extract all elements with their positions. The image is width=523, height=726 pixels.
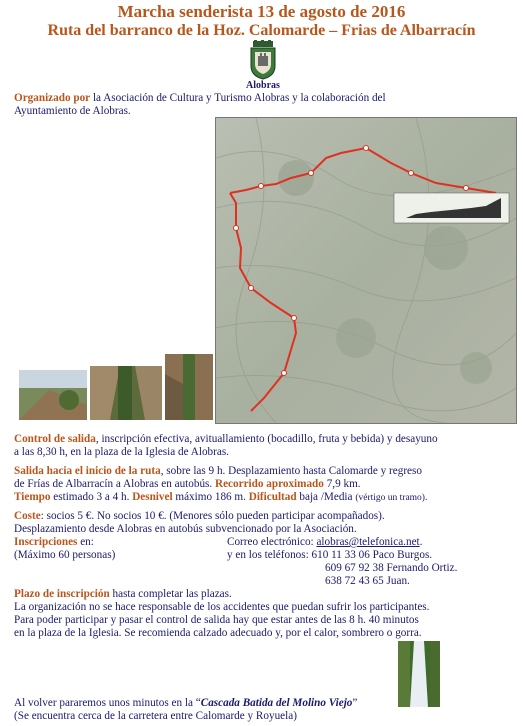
photo-gorge — [90, 366, 162, 420]
organized-text1: la Asociación de Cultura y Turismo Alobras y la colaboración del — [90, 92, 386, 104]
phones-intro: y en los teléfonos: — [227, 549, 312, 561]
logo-caption: Alobras — [246, 80, 280, 91]
phone-3: 638 72 43 65 Juan. — [325, 575, 410, 587]
footer-text1: Al volver pararemos unos minutos en la “ — [14, 697, 201, 709]
inscripciones-max: (Máximo 60 personas) — [14, 549, 116, 561]
salida-line1 — [14, 465, 422, 478]
control-line2: a las 8,30 h, en la plaza de la Iglesia de Alobras. — [14, 446, 229, 458]
desnivel-label: Desnivel — [132, 491, 173, 503]
tiempo-label: Tiempo — [14, 491, 51, 503]
footer-text1-end: ” — [352, 697, 358, 709]
plazo-text: hasta completar las plazas. — [109, 588, 232, 600]
organized-line1 — [14, 92, 386, 105]
coste-text1: : socios 5 €. No socios 10 €. (Menores sólo pueden participar acompañados). — [40, 510, 385, 522]
email-link[interactable]: alobras@telefonica.net — [316, 536, 420, 548]
salida-text2: de Frías de Albarracín a Alobras en autobús. — [14, 478, 216, 490]
desnivel-value: máximo 186 m. — [172, 491, 249, 503]
phones-line1 — [227, 549, 432, 562]
tiempo-text: estimado 3 a 4 h. — [50, 491, 133, 503]
recorrido-label: Recorrido aproximado — [215, 478, 324, 490]
page-subtitle: Ruta del barranco de la Hoz. Calomarde – Frias de Albarracín — [47, 22, 476, 39]
dificultad-value: baja /Media — [296, 491, 356, 503]
control-text1: , inscripción efectiva, avituallamiento (bocadillo, fruta y bebida) y desayuno — [95, 433, 438, 445]
control-label: Control de salida — [14, 433, 96, 445]
footer-line1 — [14, 697, 357, 710]
inscripciones-label: Inscripciones — [14, 536, 78, 548]
cascade-name: Cascada Batida del Molino Viejo — [200, 697, 353, 709]
photo-canyon — [165, 354, 213, 420]
coste-line2: Desplazamiento desde Alobras en autobús subvencionado por la Asociación. — [14, 523, 357, 535]
coste-line1 — [14, 510, 385, 523]
dificultad-note: (vértigo un tramo). — [355, 493, 428, 503]
plazo-note2: Para poder participar y pasar el control de salida hay que estar antes de las 8 h. 40 minutos — [14, 614, 419, 626]
coste-label: Coste — [14, 510, 41, 522]
phone-1: 610 11 33 06 Paco Burgos. — [311, 549, 433, 561]
plazo-label: Plazo de inscripción — [14, 588, 110, 600]
inscripciones-heading — [14, 536, 94, 549]
email-line — [227, 536, 422, 549]
footer-line2: (Se encuentra cerca de la carretera entre Calomarde y Royuela) — [14, 710, 297, 722]
salida-label: Salida hacia el inicio de la ruta — [14, 465, 161, 477]
salida-line2 — [14, 478, 361, 491]
plazo-note1: La organización no se hace responsable de los accidentes que puedan sufrir los participantes. — [14, 601, 430, 613]
route-map-image — [216, 118, 516, 423]
control-line1 — [14, 433, 438, 446]
phone-2: 609 67 92 38 Fernando Ortiz. — [325, 562, 458, 574]
inscripciones-suffix: en: — [77, 536, 94, 548]
email-label: Correo electrónico: — [227, 536, 317, 548]
plazo-line — [14, 588, 232, 601]
page-title: Marcha senderista 13 de agosto de 2016 — [117, 2, 406, 21]
organized-label: Organizado por — [14, 92, 91, 104]
tiempo-line — [14, 491, 427, 505]
route-map — [215, 117, 517, 424]
recorrido-value: 7,9 km. — [323, 478, 361, 490]
coat-of-arms-logo — [247, 40, 279, 80]
photo-trail — [19, 370, 87, 420]
organized-line2: Ayuntamiento de Alobras. — [14, 105, 131, 117]
plazo-note3: en la plaza de la Iglesia. Se recomienda calzado adecuado y, por el calor, sombrero o gorra. — [14, 627, 422, 639]
email-suffix: . — [419, 536, 423, 548]
salida-text1: , sobre las 9 h. Desplazamiento hasta Calomarde y regreso — [160, 465, 422, 477]
dificultad-label: Dificultad — [248, 491, 297, 503]
photo-waterfall — [398, 641, 440, 707]
